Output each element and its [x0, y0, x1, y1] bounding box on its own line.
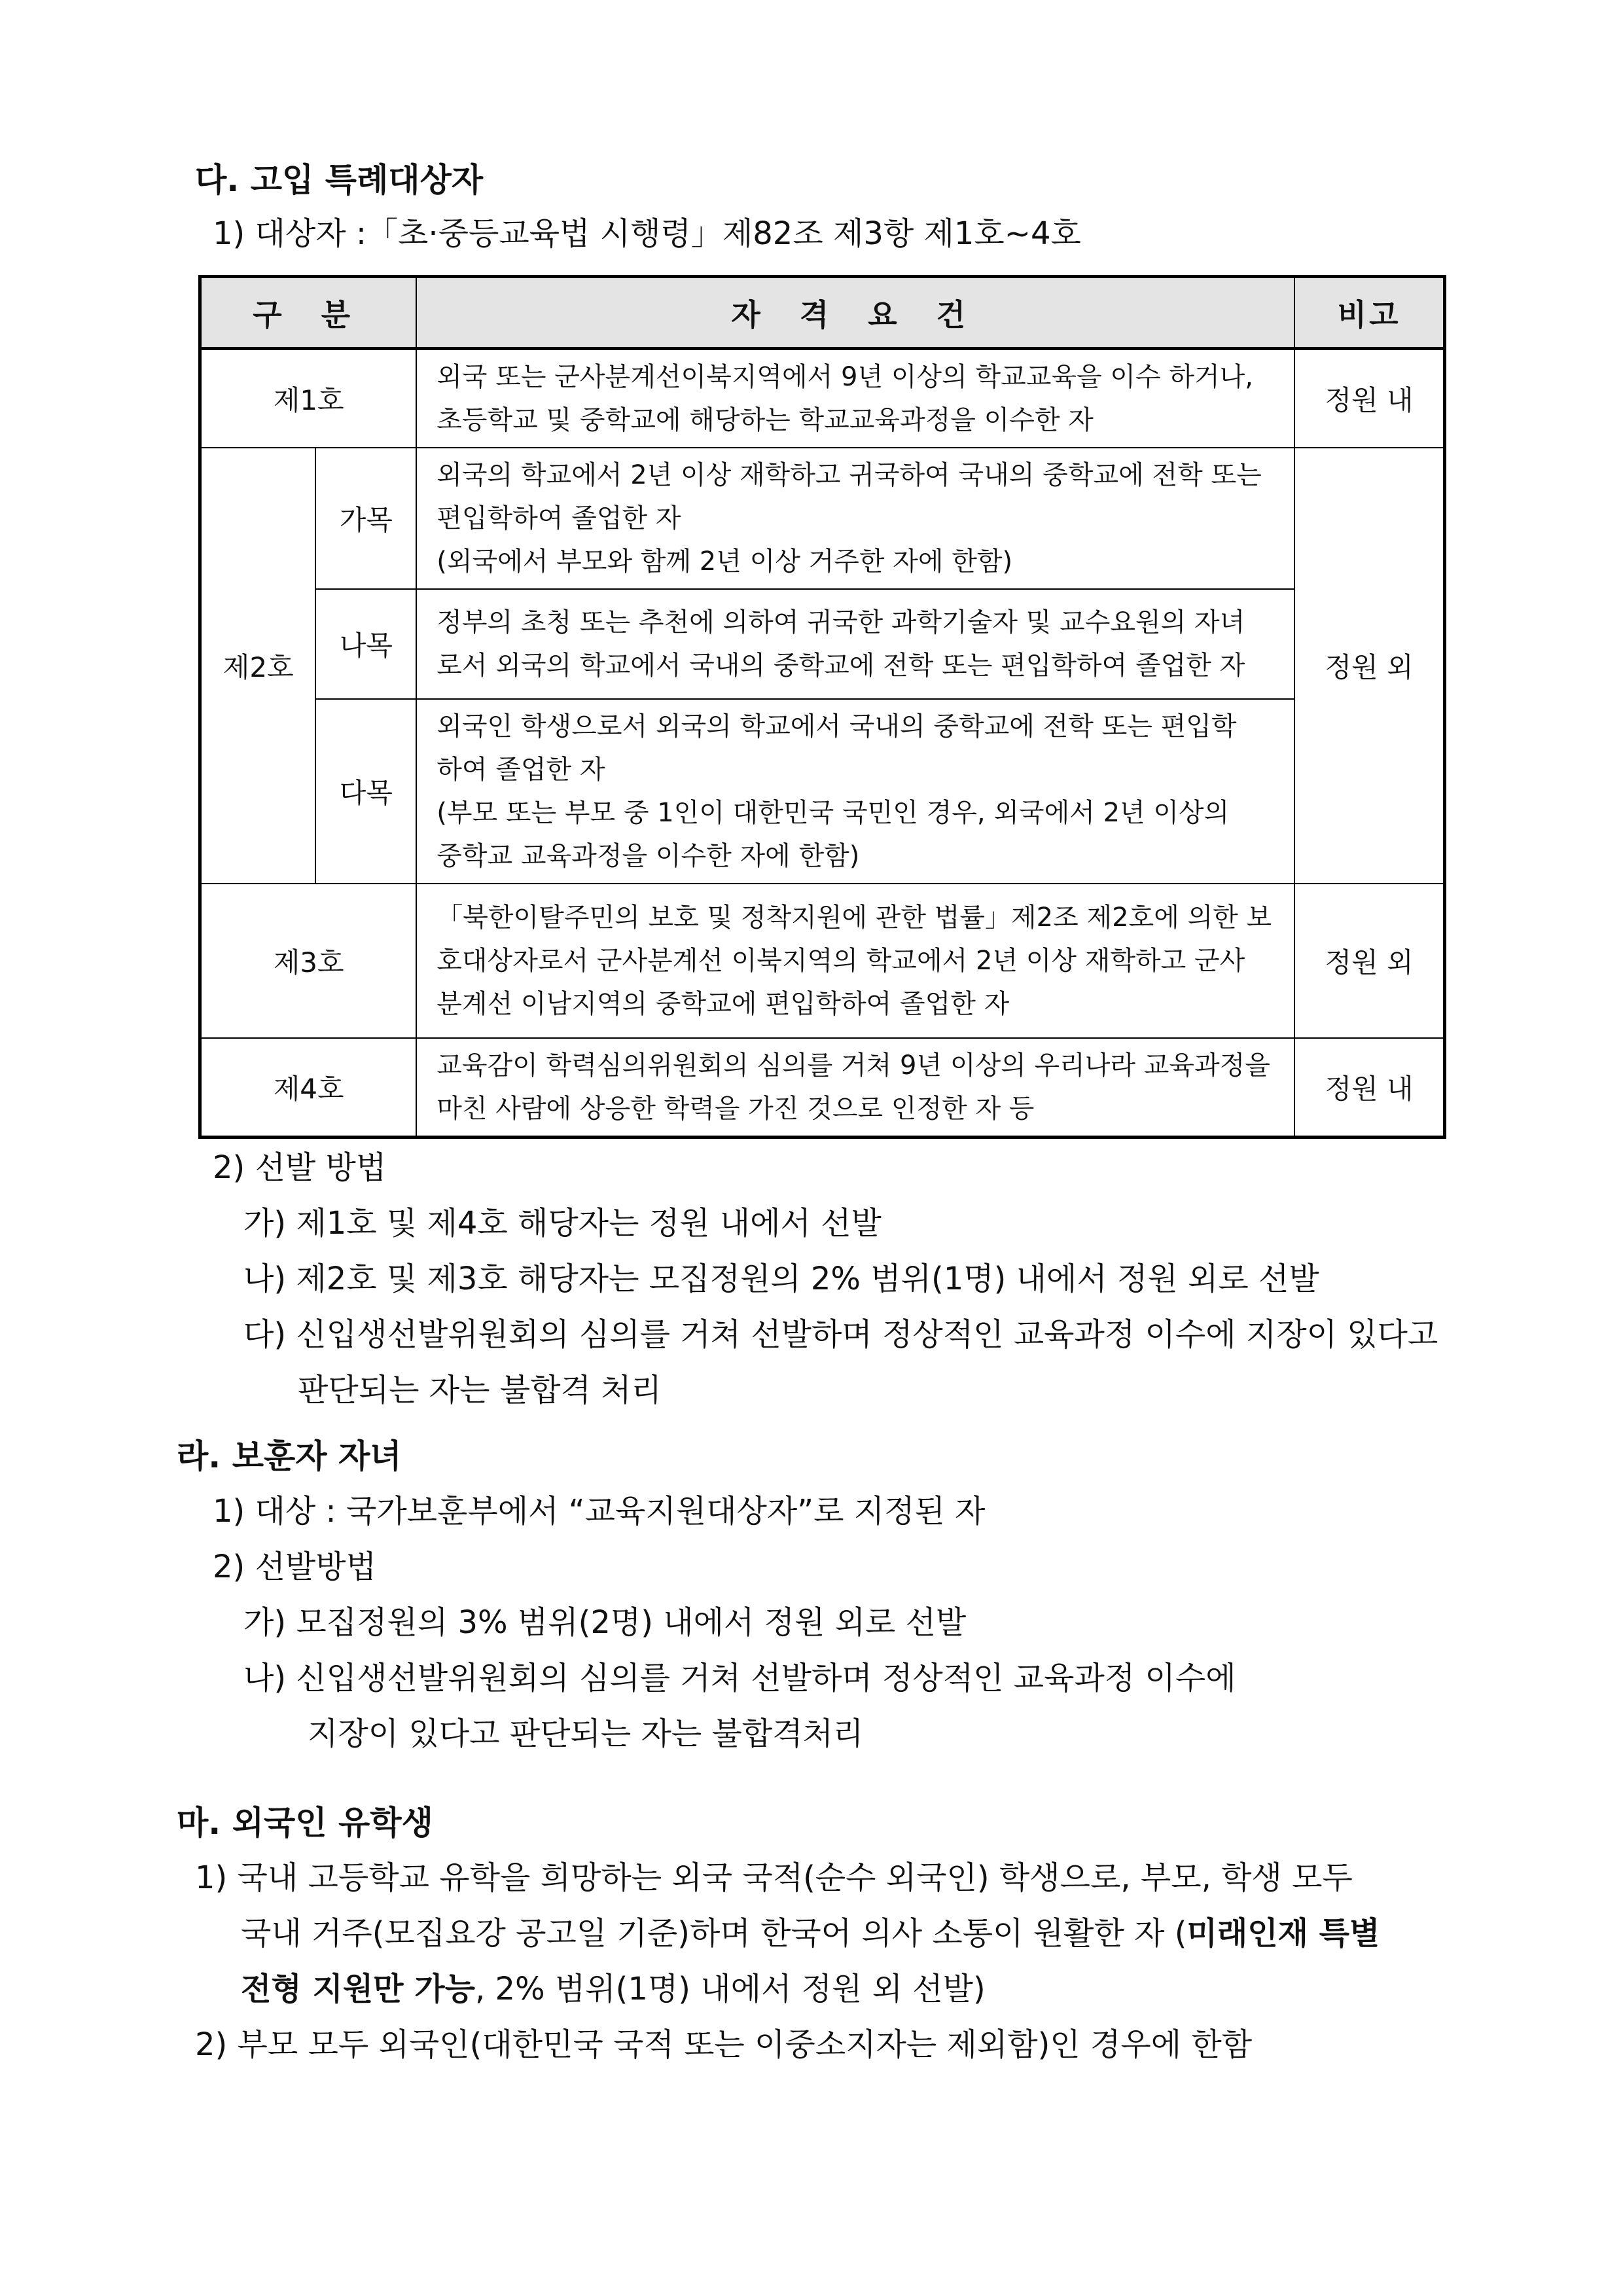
req-line: (부모 또는 부모 중 1인이 대한민국 국민인 경우, 외국에서 2년 이상의 [437, 798, 1230, 828]
row-note: 정원 외 [1294, 884, 1444, 1038]
table-row [200, 699, 1445, 884]
qualification-table [198, 275, 1446, 1139]
section-ra-title: 라. 보훈자 자녀 [177, 1437, 402, 1475]
row-note: 정원 내 [1294, 1038, 1444, 1138]
row-category: 제2호 [200, 448, 316, 884]
section-ma-title: 마. 외국인 유학생 [177, 1804, 433, 1842]
row-requirements [416, 589, 1294, 699]
row-note: 정원 내 [1294, 349, 1444, 448]
section-ra-item2-na-cont: 지장이 있다고 판단되는 자는 불합격처리 [308, 1715, 864, 1752]
section-ra-item2: 2) 선발방법 [213, 1549, 376, 1585]
header-note: 비고 [1294, 277, 1444, 349]
section-da-item2-da: 다) 신입생선발위원회의 심의를 거쳐 선발하며 정상적인 교육과정 이수에 지장이 있다고 [243, 1316, 1438, 1353]
row-category: 제1호 [200, 349, 417, 448]
section-da-item2: 2) 선발 방법 [213, 1149, 387, 1186]
row-note: 정원 외 [1294, 448, 1444, 884]
section-da-item2-na: 나) 제2호 및 제3호 해당자는 모집정원의 2% 범위(1명) 내에서 정원 외로 선발 [243, 1261, 1319, 1297]
row-subcategory: 가목 [315, 448, 416, 589]
req-line: 로서 외국의 학교에서 국내의 중학교에 전학 또는 편입학하여 졸업한 자 [437, 651, 1245, 681]
section-ma-item1: 1) 국내 고등학교 유학을 희망하는 외국 국적(순수 외국인) 학생으로, 부모, 학생 모두 [195, 1859, 1353, 1896]
row-requirements [416, 1038, 1294, 1138]
req-line: 교육감이 학력심의위원회의 심의를 거쳐 9년 이상의 우리나라 교육과정을 [437, 1050, 1270, 1081]
row-category: 제4호 [200, 1038, 417, 1138]
section-da-item2-da-cont: 판단되는 자는 불합격 처리 [298, 1372, 662, 1408]
row-category: 제3호 [200, 884, 417, 1038]
section-da-item2-ga: 가) 제1호 및 제4호 해당자는 정원 내에서 선발 [243, 1205, 882, 1242]
header-requirements: 자 격 요 건 [416, 277, 1294, 349]
req-line: 분계선 이남지역의 중학교에 편입학하여 졸업한 자 [437, 989, 1010, 1019]
section-ma-item2: 2) 부모 모두 외국인(대한민국 국적 또는 이중소지자는 제외함)인 경우에 한함 [195, 2026, 1253, 2063]
section-ra-item2-ga: 가) 모집정원의 3% 범위(2명) 내에서 정원 외로 선발 [243, 1604, 967, 1641]
row-requirements [416, 349, 1294, 448]
req-line: 외국 또는 군사분계선이북지역에서 9년 이상의 학교교육을 이수 하거나, [437, 362, 1254, 392]
table-row [200, 589, 1445, 699]
req-line: 호대상자로서 군사분계선 이북지역의 학교에서 2년 이상 재학하고 군사 [437, 946, 1245, 976]
req-line: 외국의 학교에서 2년 이상 재학하고 귀국하여 국내의 중학교에 전학 또는 [437, 460, 1262, 490]
req-line: (외국에서 부모와 함께 2년 이상 거주한 자에 한함) [437, 547, 1013, 577]
req-line: 외국인 학생으로서 외국의 학교에서 국내의 중학교에 전학 또는 편입학 [437, 711, 1237, 742]
text-segment: 국내 거주(모집요강 공고일 기준)하며 한국어 의사 소통이 원활한 자 ( [241, 1915, 1187, 1952]
row-subcategory: 다목 [315, 699, 416, 884]
table-row [200, 1038, 1445, 1138]
req-line: 편입학하여 졸업한 자 [437, 503, 681, 533]
req-line: 중학교 교육과정을 이수한 자에 한함) [437, 841, 860, 871]
section-ma-item1-cont2 [241, 1973, 986, 2005]
section-da-item1: 1) 대상자 :「초·중등교육법 시행령」제82조 제3항 제1호~4호 [213, 215, 1081, 252]
table-header-row [200, 277, 1445, 349]
row-requirements [416, 699, 1294, 884]
req-line: 마친 사람에 상응한 학력을 가진 것으로 인정한 자 등 [437, 1094, 1035, 1124]
table-row [200, 448, 1445, 589]
section-ra-item2-na: 나) 신입생선발위원회의 심의를 거쳐 선발하며 정상적인 교육과정 이수에 [243, 1660, 1236, 1696]
bold-text-segment: 전형 지원만 가능 [241, 1971, 475, 2007]
text-segment: , 2% 범위(1명) 내에서 정원 외 선발) [475, 1971, 986, 2007]
header-category: 구 분 [200, 277, 417, 349]
row-subcategory: 나목 [315, 589, 416, 699]
row-requirements [416, 448, 1294, 589]
req-line: 초등학교 및 중학교에 해당하는 학교교육과정을 이수한 자 [437, 405, 1094, 435]
bold-text-segment: 미래인재 특별 [1186, 1915, 1380, 1952]
table-row [200, 884, 1445, 1038]
req-line: 「북한이탈주민의 보호 및 정착지원에 관한 법률」제2조 제2호에 의한 보 [437, 903, 1272, 933]
section-da-title: 다. 고입 특례대상자 [195, 161, 484, 199]
table-row [200, 349, 1445, 448]
section-ra-item1: 1) 대상 : 국가보훈부에서 “교육지원대상자”로 지정된 자 [213, 1493, 986, 1530]
section-ma-item1-cont [241, 1915, 1380, 1952]
req-line: 정부의 초청 또는 추천에 의하여 귀국한 과학기술자 및 교수요원의 자녀 [437, 607, 1245, 637]
row-requirements [416, 884, 1294, 1038]
req-line: 하여 졸업한 자 [437, 755, 605, 785]
